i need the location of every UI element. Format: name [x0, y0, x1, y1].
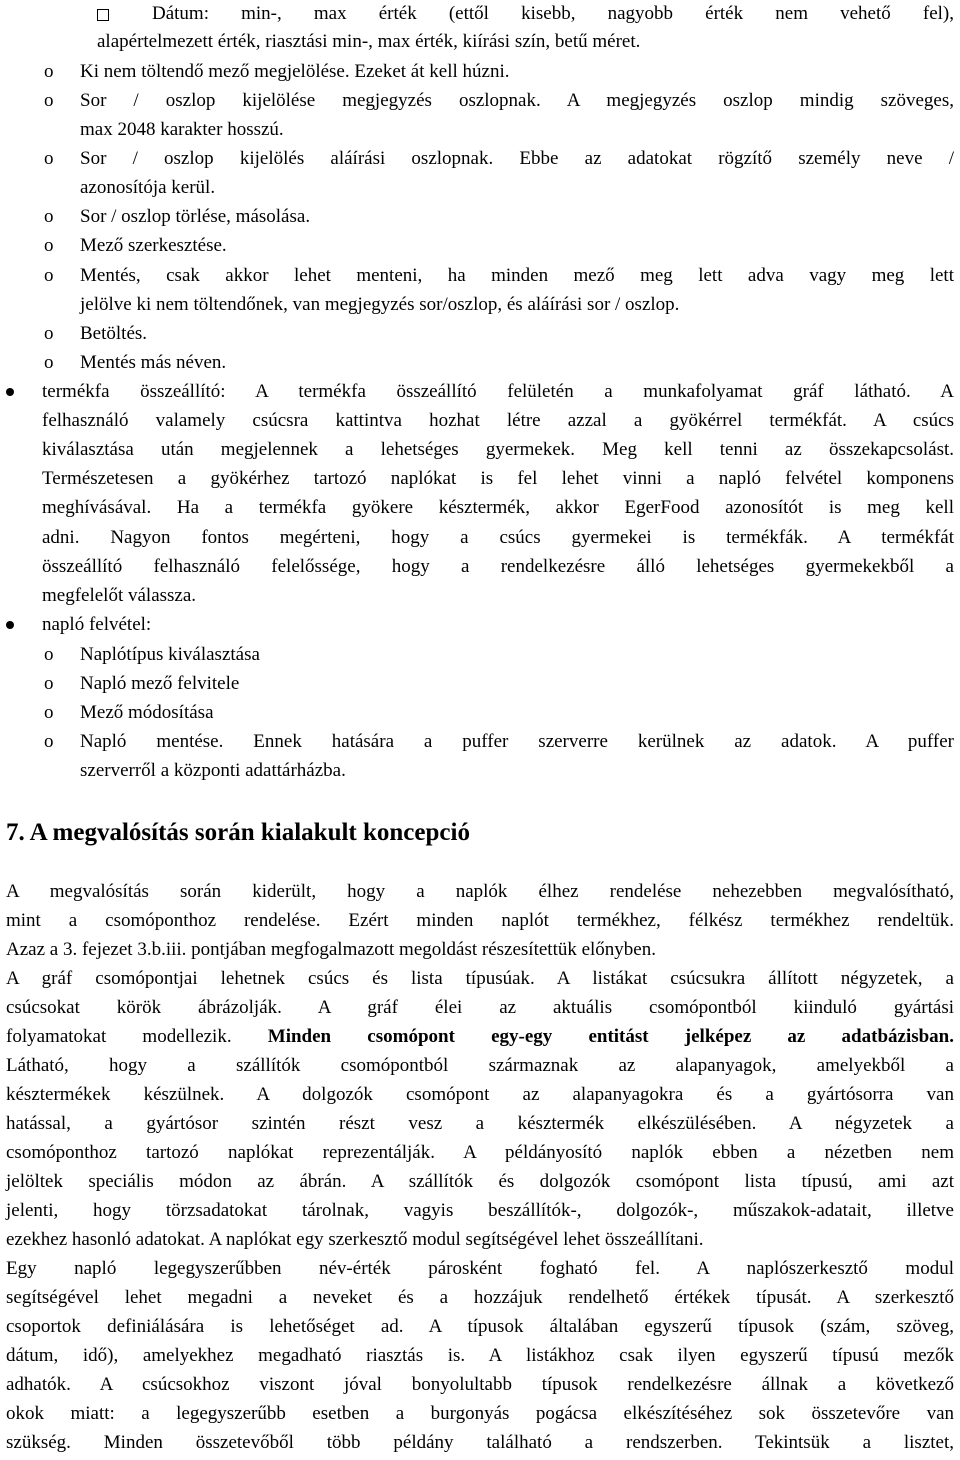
body-line: jelöltek speciális módon az ábrán. A szállítók és dolgozók csomópont lista típusú, ami azt	[6, 1171, 954, 1192]
termekfa-line: Természetesen a gyökérhez tartozó naplókat is fel lehet vinni a napló felvétel komponens	[42, 468, 954, 489]
sub-item: Mentés, csak akkor lehet menteni, ha minden mező meg lett adva vagy meg lett	[80, 265, 954, 286]
body-line: késztermékek készülnek. A dolgozók csomópont az alapanyagokra és a gyártósorra van	[6, 1084, 954, 1105]
body-line: okok miatt: a legegyszerűbb esetben a burgonyás pogácsa elkészítéséhez sok összetevőre van	[6, 1403, 954, 1424]
sub-bullet: o	[44, 206, 54, 227]
naplo-item: Napló mező felvitele	[80, 673, 240, 694]
sub-item: Sor / oszlop törlése, másolása.	[80, 206, 311, 227]
sub-bullet: o	[44, 323, 54, 344]
body-line: Egy napló legegyszerűbben név-érték párosként fogható fel. A naplószerkesztő modul	[6, 1258, 954, 1279]
sub-bullet: o	[44, 644, 54, 665]
square-bullet-icon	[97, 9, 109, 21]
body-line: mint a csomóponthoz rendelése. Ezért minden naplót termékhez, félkész termékhez rendeltük.	[6, 910, 954, 931]
section-heading: 7. A megvalósítás során kialakult koncepció	[6, 819, 470, 846]
body-line-mixed	[6, 1025, 954, 1049]
naplo-item-cont: szerverről a központi adattárházba.	[80, 760, 346, 781]
body-line: csomóponthoz tartozó naplókat reprezentálják. A példányosító naplók ebben a nézetben nem	[6, 1142, 954, 1163]
sub-bullet: o	[44, 90, 54, 111]
termekfa-line: felhasználó valamely csúcsra kattintva hozhat létre azzal a gyökérrel termékfát. A csúcs	[42, 410, 954, 431]
termekfa-line: megfelelőt válassza.	[42, 585, 197, 606]
body-line: adhatók. A csúcsokhoz viszont jóval bonyolultabb típusok rendelkezésre állnak a következő	[6, 1374, 954, 1395]
sub-item: Ki nem töltendő mező megjelölése. Ezeket át kell húzni.	[80, 61, 510, 82]
sub-item-cont: azonosítója kerül.	[80, 177, 216, 198]
termekfa-line: kiválasztása után megjelennek a lehetséges gyermekek. Meg kell tenni az összekapcsolást.	[42, 439, 954, 460]
naplo-item: Napló mentése. Ennek hatására a puffer szerverre kerülnek az adatok. A puffer	[80, 731, 954, 752]
body-line: segítségével lehet megadni a neveket és a hozzájuk rendelhető értékek típusát. A szerkesztő	[6, 1287, 954, 1308]
datum-line-1: Dátum: min-, max érték (ettől kisebb, nagyobb érték nem vehető fel),	[152, 3, 954, 24]
sub-item: Mező szerkesztése.	[80, 235, 227, 256]
sub-bullet: o	[44, 731, 54, 752]
sub-item: Sor / oszlop kijelölése megjegyzés oszlopnak. A megjegyzés oszlop mindig szöveges,	[80, 90, 954, 111]
body-line: csúcsokat körök ábrázolják. A gráf élei az aktuális csomópontból kiinduló gyártási	[6, 997, 954, 1018]
sub-item: Sor / oszlop kijelölés aláírási oszlopnak. Ebbe az adatokat rögzítő személy neve /	[80, 148, 954, 169]
body-bold-text: Minden csomópont egy-egy entitást jelképez az adatbázisban.	[267, 1026, 954, 1047]
body-line: hatással, a gyártósor szintén részt vesz a késztermék elkészülésében. A négyzetek a	[6, 1113, 954, 1134]
termekfa-line: adni. Nagyon fontos megérteni, hogy a csúcs gyermekei is termékfák. A termékfát	[42, 527, 954, 548]
datum-line-2: alapértelmezett érték, riasztási min-, max érték, kiírási szín, betű méret.	[97, 31, 641, 52]
body-line: ezekhez hasonló adatokat. A naplókat egy szerkesztő modul segítségével lehet összeállítani.	[6, 1229, 704, 1250]
sub-item: Betöltés.	[80, 323, 148, 344]
naplo-item: Naplótípus kiválasztása	[80, 644, 260, 665]
sub-bullet: o	[44, 673, 54, 694]
sub-bullet: o	[44, 265, 54, 286]
sub-bullet: o	[44, 702, 54, 723]
body-line: jelenti, hogy törzsadatokat tárolnak, vagyis beszállítók-, dolgozók-, műszakok-adatait, illetve	[6, 1200, 954, 1221]
body-line: Azaz a 3. fejezet 3.b.iii. pontjában megfogalmazott megoldást részesítettük előnyben.	[6, 939, 656, 960]
sub-bullet: o	[44, 235, 54, 256]
naplo-label: napló felvétel:	[42, 614, 152, 635]
bullet-dot-icon	[6, 621, 14, 629]
body-line: A megvalósítás során kiderült, hogy a naplók élhez rendelése nehezebben megvalósítható,	[6, 881, 954, 902]
bullet-dot-icon	[6, 388, 14, 396]
body-line: A gráf csomópontjai lehetnek csúcs és lista típusúak. A listákat csúcsukra állított négyzetek, a	[6, 968, 954, 989]
body-line: dátum, idő), amelyekhez megadható riasztás is. A listákhoz csak ilyen egyszerű típusú mezők	[6, 1345, 954, 1366]
body-line: csoportok definiálására is lehetőséget ad. A típusok általában egyszerű típusok (szám, szöveg,	[6, 1316, 954, 1337]
naplo-item: Mező módosítása	[80, 702, 214, 723]
sub-bullet: o	[44, 352, 54, 373]
sub-item: Mentés más néven.	[80, 352, 227, 373]
body-line: Látható, hogy a szállítók csomópontból származnak az alapanyagok, amelyekből a	[6, 1055, 954, 1076]
sub-item-cont: max 2048 karakter hosszú.	[80, 119, 284, 140]
termekfa-line: összeállító felhasználó felelőssége, hogy a rendelkezésre álló lehetséges gyermekekből a	[42, 556, 954, 577]
termekfa-line: meghívásával. Ha a termékfa gyökere késztermék, akkor EgerFood azonosítót is meg kell	[42, 497, 954, 518]
body-line: szükség. Minden összetevőből több példány található a rendszerben. Tekintsük a lisztet,	[6, 1432, 954, 1453]
termekfa-line: termékfa összeállító: A termékfa összeállító felületén a munkafolyamat gráf látható. A	[42, 381, 954, 402]
body-plain-text: folyamatokat modellezik.	[6, 1026, 268, 1047]
sub-item-cont: jelölve ki nem töltendőnek, van megjegyzés sor/oszlop, és aláírási sor / oszlop.	[80, 294, 680, 315]
sub-bullet: o	[44, 148, 54, 169]
sub-bullet: o	[44, 61, 54, 82]
